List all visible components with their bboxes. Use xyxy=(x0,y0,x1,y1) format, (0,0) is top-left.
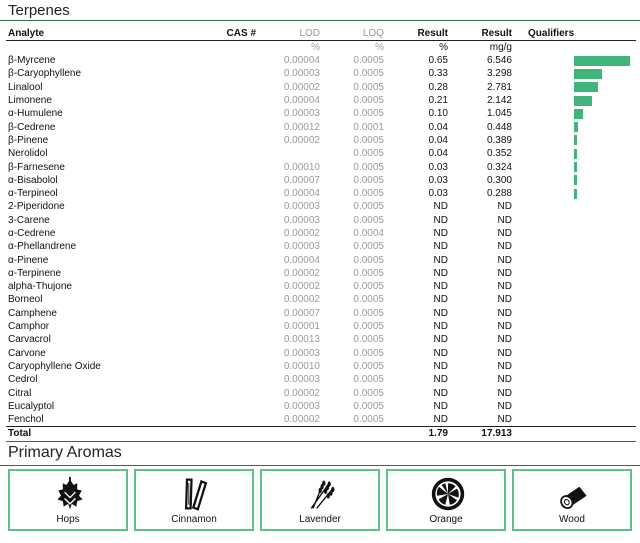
result-pct-cell: ND xyxy=(433,347,448,359)
result-mg-cell: 0.324 xyxy=(486,161,512,173)
table-row xyxy=(6,333,636,346)
cas-cell xyxy=(202,54,258,67)
lod-cell: 0.00003 xyxy=(283,241,320,253)
qualifier-cell xyxy=(514,413,636,427)
result-pct-cell: 0.65 xyxy=(428,55,448,67)
loq-cell: 0.0005 xyxy=(353,267,384,279)
lod-cell: 0.00001 xyxy=(283,321,320,333)
total-pct: 1.79 xyxy=(386,427,450,441)
result-mg-cell: 0.352 xyxy=(486,148,512,160)
analyte-cell: 2-Piperidone xyxy=(8,201,65,213)
result-pct-cell: 0.04 xyxy=(428,134,448,146)
result-pct-cell: 0.10 xyxy=(428,108,448,120)
loq-cell: 0.0005 xyxy=(353,161,384,173)
table-row xyxy=(6,67,636,80)
result-pct-cell: ND xyxy=(433,267,448,279)
qualifier-bar xyxy=(574,122,578,132)
table-row xyxy=(6,386,636,399)
aroma-label: Lavender xyxy=(299,514,341,525)
aroma-card-wood xyxy=(512,469,632,531)
result-mg-cell: ND xyxy=(497,214,512,226)
lod-cell: 0.00002 xyxy=(283,387,320,399)
unit-lod: % xyxy=(311,42,320,53)
qualifier-cell xyxy=(514,360,636,373)
qualifier-cell xyxy=(514,200,636,213)
lod-cell: 0.00002 xyxy=(283,81,320,93)
lod-cell: 0.00007 xyxy=(283,174,320,186)
analyte-cell: 3-Carene xyxy=(8,214,50,226)
table-row xyxy=(6,134,636,147)
aroma-label: Cinnamon xyxy=(171,514,217,525)
analyte-cell: β-Myrcene xyxy=(8,55,56,67)
result-pct-cell: ND xyxy=(433,387,448,399)
table-row xyxy=(6,307,636,320)
cas-cell xyxy=(202,293,258,306)
lod-cell: 0.00010 xyxy=(283,360,320,372)
analyte-cell: alpha-Thujone xyxy=(8,281,72,293)
result-mg-cell: ND xyxy=(497,281,512,293)
table-row xyxy=(6,293,636,306)
result-mg-cell: ND xyxy=(497,228,512,239)
total-label: Total xyxy=(6,427,202,441)
aroma-card-cinnamon xyxy=(134,469,254,531)
cas-cell xyxy=(202,360,258,373)
table-row xyxy=(6,147,636,160)
result-mg-cell: ND xyxy=(497,321,512,333)
table-row xyxy=(6,81,636,94)
table-row xyxy=(6,240,636,253)
qualifier-cell xyxy=(514,267,636,280)
table-row xyxy=(6,280,636,293)
result-mg-cell: 0.389 xyxy=(486,134,512,146)
lod-cell: 0.00002 xyxy=(283,267,320,279)
result-pct-cell: ND xyxy=(433,228,448,239)
analyte-cell: Carvacrol xyxy=(8,334,51,346)
cas-cell xyxy=(202,347,258,360)
lod-cell: 0.00002 xyxy=(283,414,320,426)
loq-cell: 0.0005 xyxy=(353,188,384,200)
table-row xyxy=(6,120,636,133)
header-lod: LOD xyxy=(258,27,322,41)
table-row xyxy=(6,253,636,266)
result-mg-cell: 2.142 xyxy=(486,95,512,107)
qualifier-bar xyxy=(574,109,583,119)
qualifier-bar xyxy=(574,189,577,199)
qualifier-bar xyxy=(574,162,577,172)
cas-cell xyxy=(202,307,258,320)
header-cas: CAS # xyxy=(202,27,258,41)
result-pct-cell: ND xyxy=(433,374,448,386)
qualifier-bar xyxy=(574,69,602,79)
result-mg-cell: ND xyxy=(497,387,512,399)
result-pct-cell: ND xyxy=(433,281,448,293)
table-row xyxy=(6,200,636,213)
result-pct-cell: ND xyxy=(433,254,448,266)
analyte-cell: β-Farnesene xyxy=(8,161,65,173)
header-qualifiers: Qualifiers xyxy=(514,27,636,41)
cas-cell xyxy=(202,280,258,293)
qualifier-cell xyxy=(514,373,636,386)
cas-cell xyxy=(202,120,258,133)
table-row xyxy=(6,320,636,333)
lod-cell: 0.00013 xyxy=(283,334,320,346)
table-row xyxy=(6,413,636,427)
loq-cell: 0.0005 xyxy=(353,414,384,426)
lod-cell: 0.00007 xyxy=(283,307,320,319)
qualifier-cell xyxy=(514,240,636,253)
header-result-mg: Result xyxy=(450,27,514,41)
loq-cell: 0.0005 xyxy=(353,148,384,160)
result-mg-cell: ND xyxy=(497,374,512,386)
cas-cell xyxy=(202,187,258,200)
loq-cell: 0.0005 xyxy=(353,307,384,319)
aroma-card-hops xyxy=(8,469,128,531)
qualifier-cell xyxy=(514,400,636,413)
header-loq: LOQ xyxy=(322,27,386,41)
result-mg-cell: 0.448 xyxy=(486,121,512,133)
analyte-cell: Caryophyllene Oxide xyxy=(8,360,101,372)
loq-cell: 0.0005 xyxy=(353,55,384,67)
aroma-label: Wood xyxy=(559,514,585,525)
aromas-divider xyxy=(0,465,640,466)
result-pct-cell: ND xyxy=(433,241,448,253)
loq-cell: 0.0001 xyxy=(353,121,384,133)
loq-cell: 0.0005 xyxy=(353,321,384,333)
cas-cell xyxy=(202,267,258,280)
unit-loq: % xyxy=(375,42,384,53)
table-row xyxy=(6,187,636,200)
result-pct-cell: ND xyxy=(433,321,448,333)
analyte-cell: Nerolidol xyxy=(8,148,48,160)
qualifier-bar xyxy=(574,135,577,145)
result-mg-cell: 0.300 xyxy=(486,174,512,186)
section-divider xyxy=(0,20,640,21)
lod-cell: 0.00012 xyxy=(283,121,320,133)
lod-cell: 0.00002 xyxy=(283,281,320,293)
table-row xyxy=(6,360,636,373)
lod-cell: 0.00004 xyxy=(283,188,320,200)
result-mg-cell: ND xyxy=(497,347,512,359)
table-row xyxy=(6,214,636,227)
table-row xyxy=(6,400,636,413)
header-analyte: Analyte xyxy=(6,27,202,41)
loq-cell: 0.0005 xyxy=(353,254,384,266)
cas-cell xyxy=(202,227,258,240)
lod-cell: 0.00003 xyxy=(283,214,320,226)
total-mg: 17.913 xyxy=(450,427,514,441)
loq-cell: 0.0005 xyxy=(353,374,384,386)
lod-cell: 0.00002 xyxy=(283,294,320,306)
cas-cell xyxy=(202,94,258,107)
analyte-cell: Fenchol xyxy=(8,414,44,426)
lod-cell: 0.00003 xyxy=(283,68,320,80)
result-mg-cell: 6.546 xyxy=(486,55,512,67)
lod-cell: 0.00003 xyxy=(283,347,320,359)
result-pct-cell: 0.21 xyxy=(428,95,448,107)
result-mg-cell: ND xyxy=(497,360,512,372)
section-title: Terpenes xyxy=(8,2,70,19)
loq-cell: 0.0005 xyxy=(353,95,384,107)
result-pct-cell: ND xyxy=(433,294,448,306)
loq-cell: 0.0005 xyxy=(353,201,384,213)
analyte-cell: β-Cedrene xyxy=(8,121,56,133)
lod-cell xyxy=(258,147,322,160)
lod-cell: 0.00004 xyxy=(283,95,320,107)
cas-cell xyxy=(202,147,258,160)
cas-cell xyxy=(202,174,258,187)
analyte-cell: α-Humulene xyxy=(8,108,63,120)
cas-cell xyxy=(202,320,258,333)
qualifier-bar xyxy=(574,175,577,185)
qualifier-cell xyxy=(514,214,636,227)
analyte-cell: Carvone xyxy=(8,347,46,359)
qualifier-bar xyxy=(574,82,598,92)
analyte-cell: Camphene xyxy=(8,307,57,319)
cas-cell xyxy=(202,134,258,147)
result-mg-cell: ND xyxy=(497,414,512,426)
cas-cell xyxy=(202,240,258,253)
loq-cell: 0.0005 xyxy=(353,241,384,253)
result-mg-cell: ND xyxy=(497,267,512,279)
orange-icon xyxy=(430,475,466,513)
loq-cell: 0.0005 xyxy=(353,134,384,146)
result-mg-cell: ND xyxy=(497,241,512,253)
analyte-cell: α-Terpineol xyxy=(8,188,58,200)
qualifier-cell xyxy=(514,333,636,346)
result-pct-cell: ND xyxy=(433,414,448,426)
aromas-title: Primary Aromas xyxy=(8,444,122,461)
total-row xyxy=(6,427,636,441)
lod-cell: 0.00004 xyxy=(283,254,320,266)
result-pct-cell: 0.04 xyxy=(428,148,448,160)
result-mg-cell: ND xyxy=(497,294,512,306)
analyte-cell: Camphor xyxy=(8,321,50,333)
cas-cell xyxy=(202,160,258,173)
result-pct-cell: 0.28 xyxy=(428,81,448,93)
loq-cell: 0.0005 xyxy=(353,281,384,293)
aroma-label: Orange xyxy=(429,514,463,525)
table-row xyxy=(6,94,636,107)
wood-icon xyxy=(556,475,592,513)
loq-cell: 0.0005 xyxy=(353,294,384,306)
loq-cell: 0.0005 xyxy=(353,387,384,399)
qualifier-bar xyxy=(574,56,630,66)
loq-cell: 0.0005 xyxy=(353,81,384,93)
lod-cell: 0.00003 xyxy=(283,400,320,412)
aroma-card-orange xyxy=(386,469,506,531)
table-row xyxy=(6,267,636,280)
loq-cell: 0.0005 xyxy=(353,108,384,120)
result-mg-cell: 3.298 xyxy=(486,68,512,80)
loq-cell: 0.0004 xyxy=(353,228,384,239)
qualifier-bar xyxy=(574,96,592,106)
qualifier-cell xyxy=(514,253,636,266)
result-mg-cell: 1.045 xyxy=(486,108,512,120)
analyte-cell: β-Caryophyllene xyxy=(8,68,82,80)
cas-cell xyxy=(202,386,258,399)
result-pct-cell: ND xyxy=(433,214,448,226)
result-pct-cell: 0.04 xyxy=(428,121,448,133)
analyte-cell: α-Pinene xyxy=(8,254,49,266)
lod-cell: 0.00003 xyxy=(283,108,320,120)
lod-cell: 0.00010 xyxy=(283,161,320,173)
result-pct-cell: 0.03 xyxy=(428,174,448,186)
result-mg-cell: ND xyxy=(497,334,512,346)
table-row xyxy=(6,227,636,240)
result-mg-cell: ND xyxy=(497,307,512,319)
analyte-cell: α-Terpinene xyxy=(8,267,62,279)
analyte-cell: Borneol xyxy=(8,294,43,306)
loq-cell: 0.0005 xyxy=(353,174,384,186)
qualifier-cell xyxy=(514,307,636,320)
terpenes-table xyxy=(6,27,636,442)
aroma-label: Hops xyxy=(56,514,80,525)
table-row xyxy=(6,347,636,360)
cas-cell xyxy=(202,400,258,413)
result-pct-cell: 0.03 xyxy=(428,161,448,173)
cas-cell xyxy=(202,253,258,266)
analyte-cell: α-Phellandrene xyxy=(8,241,77,253)
analyte-cell: β-Pinene xyxy=(8,134,49,146)
cas-cell xyxy=(202,333,258,346)
lod-cell: 0.00002 xyxy=(283,228,320,239)
analyte-cell: Citral xyxy=(8,387,32,399)
cas-cell xyxy=(202,107,258,120)
table-row xyxy=(6,107,636,120)
loq-cell: 0.0005 xyxy=(353,360,384,372)
result-mg-cell: ND xyxy=(497,400,512,412)
result-mg-cell: ND xyxy=(497,201,512,213)
qualifier-cell xyxy=(514,280,636,293)
qualifier-cell xyxy=(514,293,636,306)
header-result-pct: Result xyxy=(386,27,450,41)
table-row xyxy=(6,54,636,67)
table-row xyxy=(6,174,636,187)
aroma-card-lavender xyxy=(260,469,380,531)
result-pct-cell: ND xyxy=(433,360,448,372)
analyte-cell: Limonene xyxy=(8,95,52,107)
cas-cell xyxy=(202,373,258,386)
loq-cell: 0.0005 xyxy=(353,347,384,359)
qualifier-cell xyxy=(514,386,636,399)
loq-cell: 0.0005 xyxy=(353,334,384,346)
analyte-cell: Linalool xyxy=(8,81,43,93)
unit-result-mg: mg/g xyxy=(489,42,512,53)
result-mg-cell: ND xyxy=(497,254,512,266)
result-pct-cell: 0.33 xyxy=(428,68,448,80)
result-pct-cell: ND xyxy=(433,334,448,346)
result-mg-cell: 2.781 xyxy=(486,81,512,93)
cas-cell xyxy=(202,200,258,213)
result-pct-cell: 0.03 xyxy=(428,188,448,200)
cinnamon-icon xyxy=(178,475,214,513)
result-mg-cell: 0.288 xyxy=(486,188,512,200)
result-pct-cell: ND xyxy=(433,307,448,319)
analyte-cell: Cedrol xyxy=(8,374,38,386)
loq-cell: 0.0005 xyxy=(353,214,384,226)
qualifier-cell xyxy=(514,347,636,360)
loq-cell: 0.0005 xyxy=(353,400,384,412)
lod-cell: 0.00004 xyxy=(283,55,320,67)
lod-cell: 0.00002 xyxy=(283,134,320,146)
cas-cell xyxy=(202,214,258,227)
lod-cell: 0.00003 xyxy=(283,374,320,386)
qualifier-bar xyxy=(574,149,577,159)
analyte-cell: α-Bisabolol xyxy=(8,174,58,186)
cas-cell xyxy=(202,413,258,427)
table-row xyxy=(6,373,636,386)
lod-cell: 0.00003 xyxy=(283,201,320,213)
loq-cell: 0.0005 xyxy=(353,68,384,80)
qualifier-cell xyxy=(514,227,636,240)
unit-result-pct: % xyxy=(439,42,448,53)
table-row xyxy=(6,160,636,173)
result-pct-cell: ND xyxy=(433,201,448,213)
hops-icon xyxy=(52,475,88,513)
cas-cell xyxy=(202,81,258,94)
lavender-icon xyxy=(304,475,340,513)
qualifier-cell xyxy=(514,320,636,333)
analyte-cell: Eucalyptol xyxy=(8,400,55,412)
cas-cell xyxy=(202,67,258,80)
result-pct-cell: ND xyxy=(433,400,448,412)
analyte-cell: α-Cedrene xyxy=(8,228,56,239)
